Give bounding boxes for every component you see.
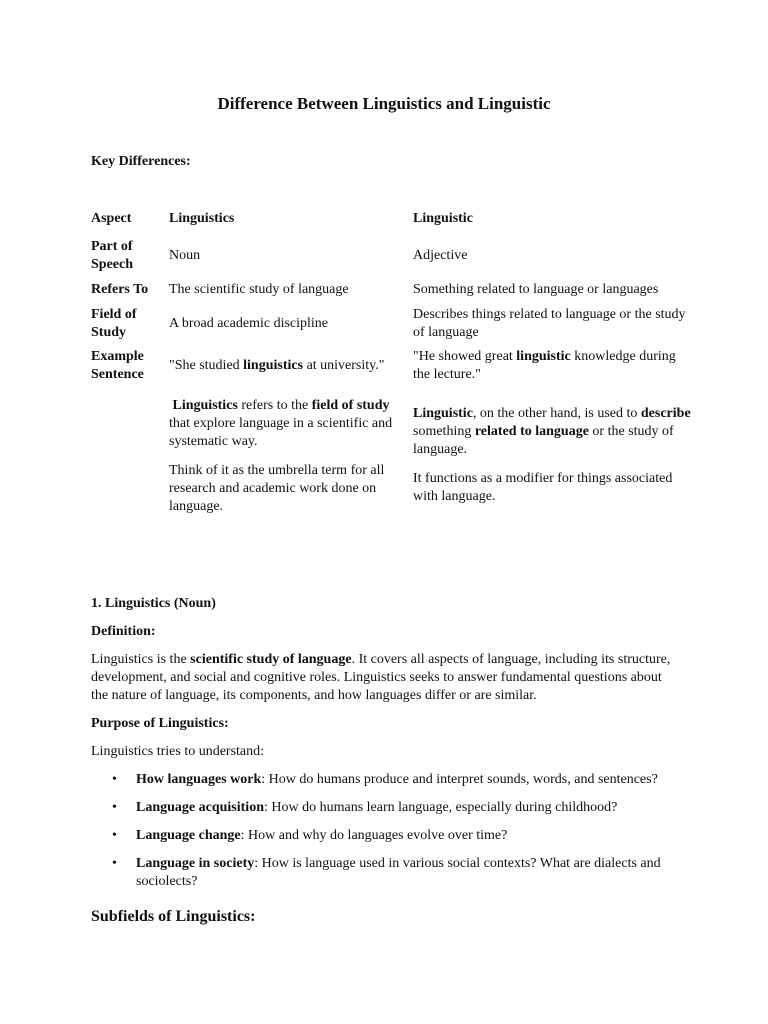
table-row	[91, 237, 691, 279]
list-item	[91, 827, 681, 845]
example-text: knowledge during the lecture."	[413, 349, 676, 382]
list-item	[91, 855, 681, 891]
linguistics-cell: Noun	[169, 248, 201, 263]
description-text: something	[413, 424, 475, 439]
description-text: or the study of language.	[413, 424, 674, 457]
example-text: at university."	[303, 358, 385, 373]
aspect-cell: Part of Speech	[91, 239, 133, 272]
key-differences-heading: Key Differences:	[91, 154, 191, 169]
list-item-term: How languages work	[136, 772, 262, 787]
description-emphasis: related to language	[474, 424, 589, 439]
description-emphasis: Linguistic	[413, 406, 473, 421]
list-item-term: Language in society	[136, 856, 255, 871]
aspect-cell-empty	[91, 389, 169, 527]
description-emphasis: describe	[640, 406, 691, 421]
subfields-heading: Subfields of Linguistics:	[91, 908, 256, 925]
purpose-intro: Linguistics tries to understand:	[91, 744, 265, 759]
definition-emphasis: scientific study of language	[190, 652, 352, 667]
list-item-text: : How and why do languages evolve over time?	[240, 828, 508, 843]
definition-paragraph	[91, 651, 681, 705]
header-aspect: Aspect	[91, 211, 132, 226]
definition-label: Definition:	[91, 624, 156, 639]
example-text: "He showed great	[413, 349, 517, 364]
aspect-cell: Refers To	[91, 282, 149, 297]
aspect-cell: Example Sentence	[91, 349, 144, 382]
description-emphasis: Linguistics	[172, 398, 238, 413]
description-text: , on the other hand, is used to	[472, 406, 641, 421]
linguistic-cell	[413, 347, 691, 389]
description-text: refers to the	[237, 398, 312, 413]
table-row	[91, 347, 691, 389]
linguistics-cell	[169, 347, 413, 389]
bullet-icon: •	[112, 856, 117, 871]
table-row	[91, 305, 691, 347]
differences-table	[91, 209, 691, 527]
linguistic-modifier-paragraph: It functions as a modifier for things associated with language.	[413, 471, 673, 504]
list-item-term: Language change	[136, 828, 241, 843]
list-item-text: : How is language used in various social contexts? What are dialects and sociolects?	[136, 856, 661, 889]
definition-text: Linguistics is the	[91, 652, 191, 667]
description-emphasis: field of study	[311, 398, 390, 413]
list-item-term: Language acquisition	[136, 800, 264, 815]
linguistics-description-cell	[169, 389, 413, 527]
linguistics-cell: The scientific study of language	[169, 282, 349, 297]
example-emphasis: linguistic	[516, 349, 571, 364]
bullet-icon: •	[112, 772, 117, 787]
linguistic-description-cell	[413, 389, 691, 527]
document-title: Difference Between Linguistics and Linguistic	[217, 94, 551, 113]
linguistics-cell: A broad academic discipline	[169, 316, 328, 331]
table-header-row	[91, 209, 691, 237]
list-item	[91, 799, 681, 817]
bullet-icon: •	[112, 800, 117, 815]
section-heading-linguistics-noun: 1. Linguistics (Noun)	[91, 596, 216, 611]
linguistics-description-paragraph	[169, 397, 413, 451]
example-emphasis: linguistics	[243, 358, 304, 373]
table-description-row	[91, 389, 691, 527]
list-item	[91, 771, 681, 789]
bullet-icon: •	[112, 828, 117, 843]
linguistic-cell: Describes things related to language or the study of language	[413, 307, 686, 340]
table-row	[91, 279, 691, 305]
linguistic-cell: Something related to language or languages	[413, 282, 659, 297]
purpose-label: Purpose of Linguistics:	[91, 716, 229, 731]
aspect-cell: Field of Study	[91, 307, 137, 340]
definition-text: . It covers all aspects of language, including its structure, development, and social and cognitive roles. Linguistics seeks to answer fundamental questions about the nature of language, its components, and how languages differ or are similar.	[91, 652, 671, 703]
list-item-text: : How do humans produce and interpret sounds, words, and sentences?	[261, 772, 658, 787]
list-item-text: : How do humans learn language, especially during childhood?	[263, 800, 618, 815]
purpose-list	[91, 771, 681, 901]
linguistic-description-paragraph	[413, 405, 691, 459]
linguistic-cell: Adjective	[413, 248, 468, 263]
header-linguistics: Linguistics	[169, 211, 235, 226]
example-text: "She studied	[169, 358, 244, 373]
header-linguistic: Linguistic	[413, 211, 473, 226]
linguistics-umbrella-paragraph: Think of it as the umbrella term for all research and academic work done on language.	[169, 463, 385, 514]
description-text: that explore language in a scientific and systematic way.	[169, 416, 393, 449]
